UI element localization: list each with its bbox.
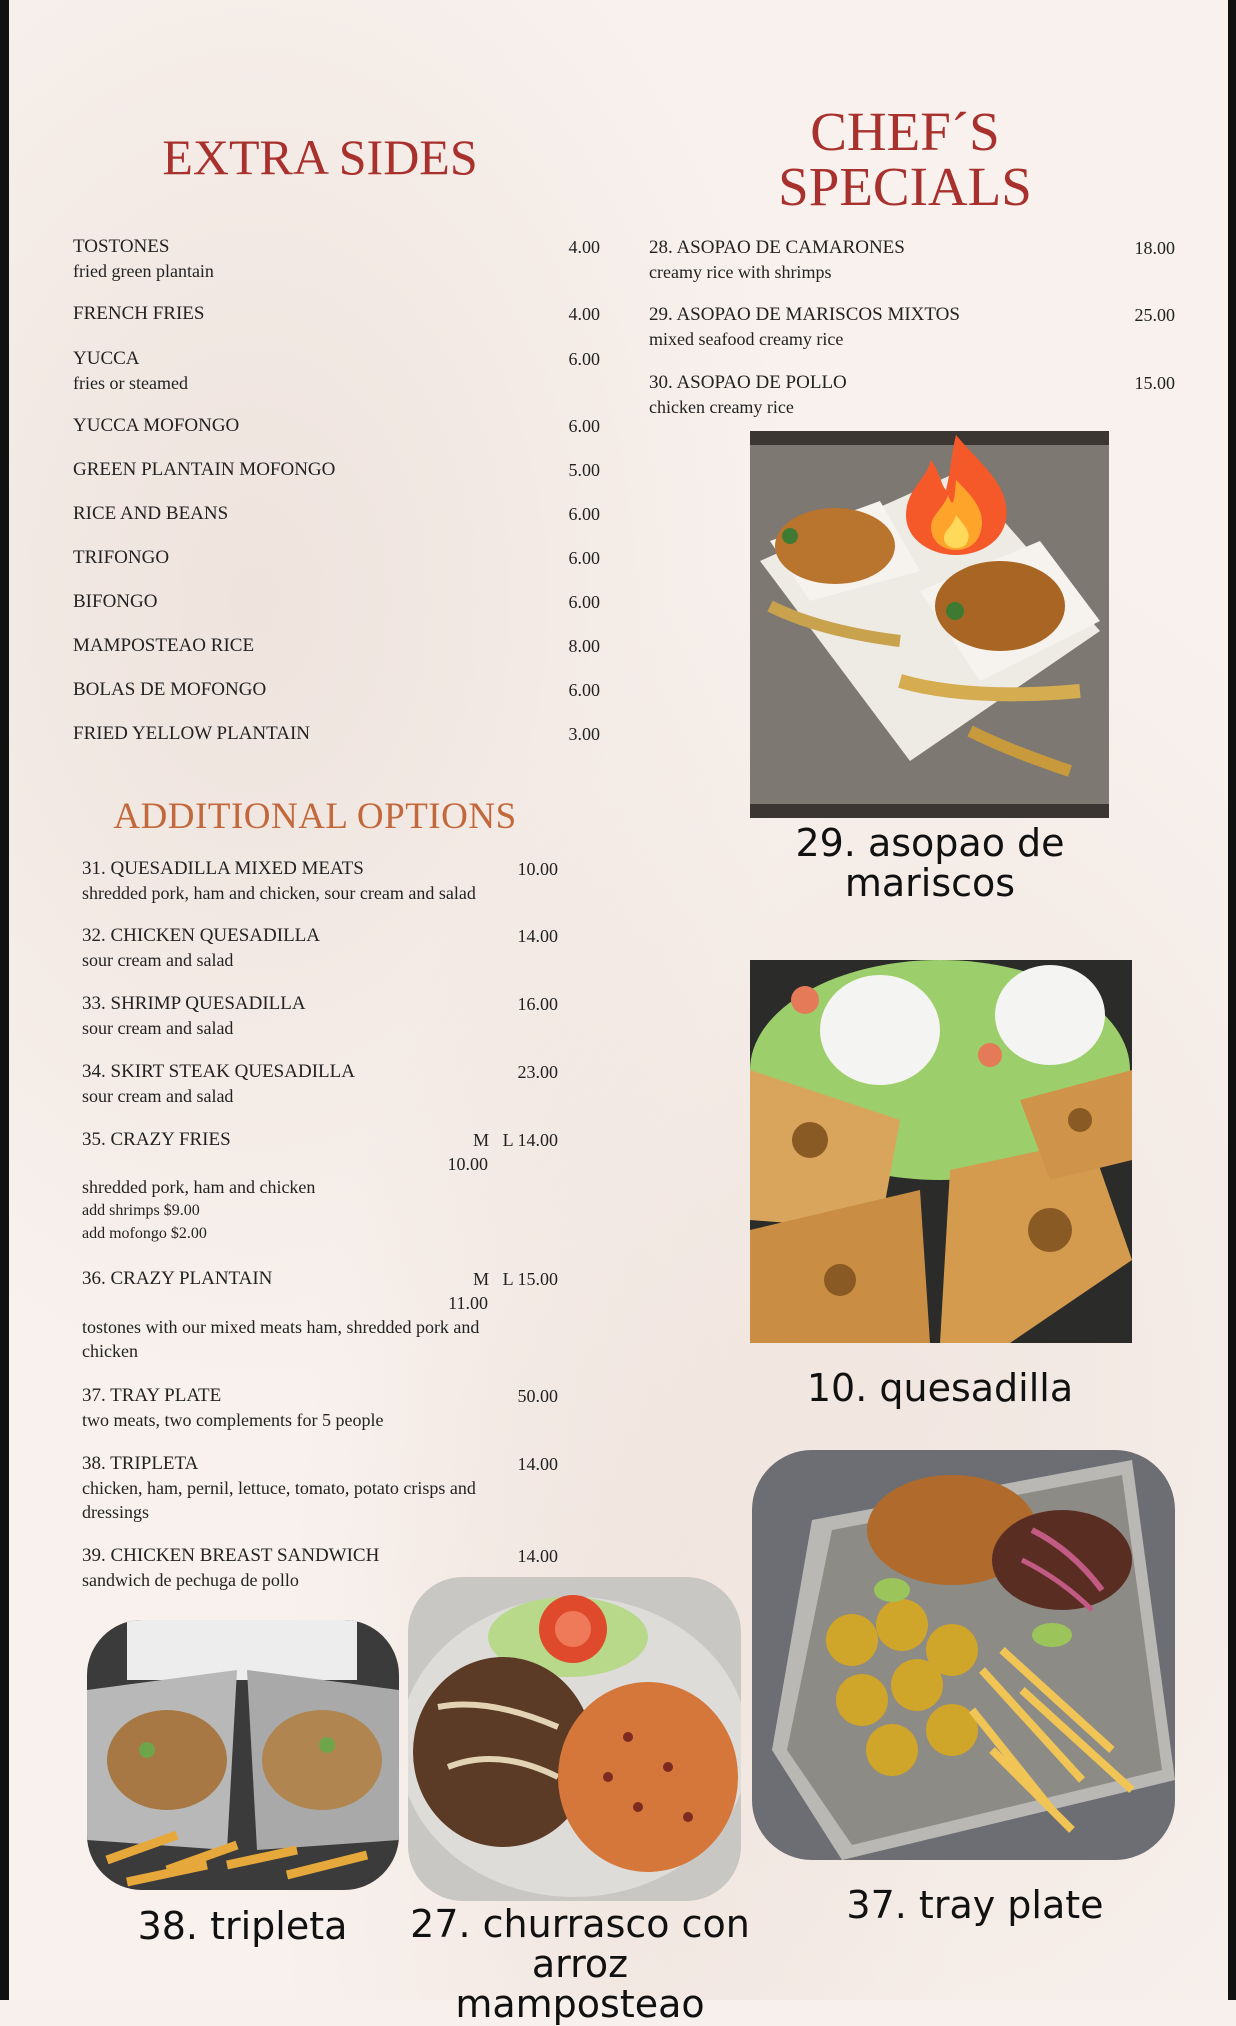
item-name: FRIED YELLOW PLANTAIN [73, 723, 311, 744]
size-prices: M L 14.00 [473, 1130, 558, 1150]
item-price: 6.00 [568, 416, 600, 436]
item-name: FRENCH FRIES [73, 303, 205, 324]
tripleta-caption: 38. tripleta [137, 1904, 348, 1948]
item-price: 10.00 [517, 859, 558, 879]
menu-item [73, 414, 239, 438]
quesadilla-photo [750, 960, 1132, 1343]
menu-item [82, 1060, 355, 1108]
tray-caption: 37. tray plate [846, 1883, 1104, 1927]
menu-item [73, 458, 335, 482]
item-name: YUCCA MOFONGO [73, 415, 240, 436]
menu-item [82, 1128, 231, 1152]
item-desc: tostones with our mixed meats ham, shredded pork and chicken [82, 1317, 480, 1361]
item-name: RICE AND BEANS [73, 503, 229, 524]
item-desc: two meats, two complements for 5 people [82, 1410, 384, 1430]
item-name: 28. ASOPAO DE CAMARONES [649, 237, 905, 258]
menu-item-details [82, 1315, 522, 1363]
asopao-caption: 29. asopao de mariscos [795, 821, 1065, 905]
item-price: 8.00 [568, 636, 600, 656]
item-desc: sour cream and salad [82, 950, 234, 970]
menu-item [73, 722, 310, 746]
menu-item [649, 236, 905, 284]
add-on: add mofongo $2.00 [82, 1225, 207, 1242]
item-name: 36. CRAZY PLANTAIN [82, 1268, 273, 1289]
menu-item [73, 302, 204, 326]
menu-item [82, 1544, 379, 1592]
menu-item [73, 634, 254, 658]
item-price: 14.00 [517, 1546, 558, 1566]
add-on: add shrimps $9.00 [82, 1202, 200, 1219]
item-price: 6.00 [568, 504, 600, 524]
item-name: TOSTONES [73, 236, 170, 257]
item-desc: shredded pork, ham and chicken, sour cream and salad [82, 883, 476, 903]
menu-item [649, 371, 847, 419]
item-price: 3.00 [568, 724, 600, 744]
quesadilla-caption: 10. quesadilla [806, 1366, 1074, 1410]
menu-item [82, 857, 522, 905]
item-price: 50.00 [517, 1386, 558, 1406]
item-name: YUCCA [73, 348, 140, 369]
item-price: 6.00 [568, 592, 600, 612]
right-border [1228, 0, 1236, 2000]
item-desc: creamy rice with shrimps [649, 262, 832, 282]
menu-item [82, 992, 306, 1040]
item-name: 30. ASOPAO DE POLLO [649, 372, 847, 393]
size-price-m: 10.00 [447, 1154, 488, 1174]
menu-item-details [82, 1175, 315, 1245]
item-name: MAMPOSTEAO RICE [73, 635, 255, 656]
item-name: 29. ASOPAO DE MARISCOS MIXTOS [649, 304, 960, 325]
tray-photo [752, 1450, 1175, 1860]
item-name: 37. TRAY PLATE [82, 1385, 222, 1406]
item-name: 33. SHRIMP QUESADILLA [82, 993, 306, 1014]
item-price: 5.00 [568, 460, 600, 480]
menu-item [73, 678, 266, 702]
menu-item [73, 347, 188, 395]
churrasco-photo [408, 1577, 741, 1901]
item-price: 14.00 [517, 1454, 558, 1474]
menu-item [82, 1384, 383, 1432]
item-desc: mixed seafood creamy rice [649, 329, 844, 349]
item-price: 25.00 [1134, 305, 1175, 325]
item-price: 15.00 [1134, 373, 1175, 393]
item-price: 14.00 [517, 926, 558, 946]
item-desc: chicken, ham, pernil, lettuce, tomato, potato crisps and dressings [82, 1478, 476, 1522]
menu-item [73, 546, 169, 570]
menu-item [73, 590, 157, 614]
left-border [0, 0, 9, 2000]
item-price: 6.00 [568, 349, 600, 369]
menu-item [73, 502, 228, 526]
chefs-specials-title: CHEF´S SPECIALS [778, 101, 1032, 217]
item-name: 35. CRAZY FRIES [82, 1129, 231, 1150]
item-desc: sour cream and salad [82, 1086, 234, 1106]
fire-icon [896, 430, 1016, 555]
item-desc: chicken creamy rice [649, 397, 794, 417]
item-name: 39. CHICKEN BREAST SANDWICH [82, 1545, 380, 1566]
tripleta-photo [87, 1620, 399, 1890]
additional-options-title: ADDITIONAL OPTIONS [113, 796, 517, 837]
item-price: 4.00 [568, 304, 600, 324]
menu-item [82, 924, 320, 972]
size-prices: M L 15.00 [473, 1269, 558, 1289]
extra-sides-title: EXTRA SIDES [162, 129, 478, 185]
item-price: 4.00 [568, 237, 600, 257]
item-desc: fries or steamed [73, 373, 188, 393]
item-desc: fried green plantain [73, 261, 214, 281]
item-name: BIFONGO [73, 591, 158, 612]
menu-item [649, 303, 960, 351]
size-price-m: 11.00 [448, 1293, 488, 1313]
item-desc: sour cream and salad [82, 1018, 234, 1038]
item-name: 31. QUESADILLA MIXED MEATS [82, 858, 364, 879]
item-price: 6.00 [568, 548, 600, 568]
item-name: 32. CHICKEN QUESADILLA [82, 925, 321, 946]
menu-item [82, 1452, 522, 1524]
item-name: 34. SKIRT STEAK QUESADILLA [82, 1061, 355, 1082]
item-price: 18.00 [1134, 238, 1175, 258]
item-name: TRIFONGO [73, 547, 170, 568]
item-name: GREEN PLANTAIN MOFONGO [73, 459, 336, 480]
item-price: 23.00 [517, 1062, 558, 1082]
menu-item [82, 1267, 272, 1291]
churrasco-caption: 27. churrasco con arroz mamposteao [410, 1902, 750, 2026]
menu-item [73, 235, 214, 283]
item-name: 38. TRIPLETA [82, 1453, 199, 1474]
item-name: BOLAS DE MOFONGO [73, 679, 267, 700]
item-price: 16.00 [517, 994, 558, 1014]
item-price: 6.00 [568, 680, 600, 700]
item-desc: sandwich de pechuga de pollo [82, 1570, 299, 1590]
item-desc: shredded pork, ham and chicken [82, 1177, 316, 1197]
